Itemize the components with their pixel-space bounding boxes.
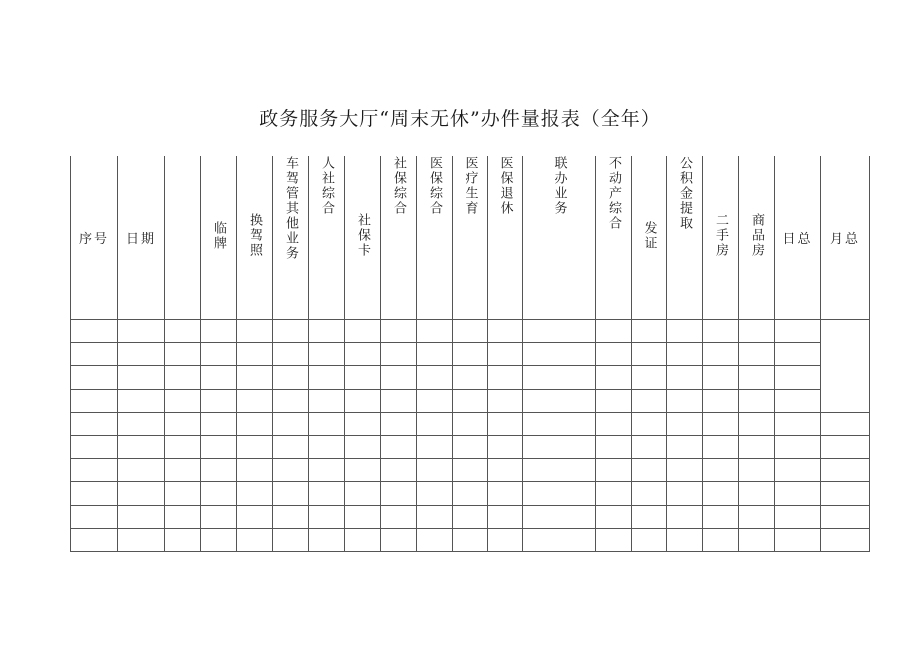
table-cell[interactable] <box>667 366 703 389</box>
table-cell[interactable] <box>488 505 523 528</box>
table-cell[interactable] <box>703 412 739 435</box>
table-cell[interactable] <box>345 389 381 412</box>
table-cell[interactable] <box>488 459 523 482</box>
header-cell-real-estate: 不动产综合 <box>596 156 632 320</box>
table-cell[interactable] <box>775 389 821 412</box>
table-cell[interactable] <box>775 528 821 551</box>
table-cell[interactable] <box>345 366 381 389</box>
table-cell[interactable] <box>821 528 870 551</box>
table-cell[interactable] <box>775 459 821 482</box>
table-cell[interactable] <box>775 366 821 389</box>
table-cell[interactable] <box>453 389 488 412</box>
table-cell[interactable] <box>667 389 703 412</box>
table-cell[interactable] <box>309 435 345 458</box>
table-cell[interactable] <box>596 320 632 343</box>
table-cell[interactable] <box>118 505 165 528</box>
table-cell[interactable] <box>417 366 453 389</box>
header-cell-social-card: 社保卡 <box>345 156 381 320</box>
table-cell[interactable] <box>632 389 667 412</box>
header-cell-medical-insurance: 医保综合 <box>417 156 453 320</box>
table-cell[interactable] <box>667 459 703 482</box>
table-cell[interactable] <box>739 459 775 482</box>
table-cell[interactable] <box>71 343 118 366</box>
table-cell[interactable] <box>739 528 775 551</box>
table-cell[interactable] <box>201 482 237 505</box>
table-cell[interactable] <box>523 505 596 528</box>
header-cell-temp-plate: 临牌 <box>201 156 237 320</box>
header-cell-medical-maternity: 医疗生育 <box>453 156 488 320</box>
table-cell[interactable] <box>632 343 667 366</box>
table-cell[interactable] <box>71 482 118 505</box>
table-cell[interactable] <box>453 435 488 458</box>
table-cell[interactable] <box>667 505 703 528</box>
table-cell[interactable] <box>703 459 739 482</box>
table-cell[interactable] <box>118 389 165 412</box>
table-cell[interactable] <box>596 412 632 435</box>
table-cell[interactable] <box>739 505 775 528</box>
table-cell[interactable] <box>523 320 596 343</box>
table-cell[interactable] <box>703 435 739 458</box>
header-cell-blank <box>165 156 201 320</box>
table-cell[interactable] <box>703 505 739 528</box>
table-cell[interactable] <box>237 435 273 458</box>
table-cell[interactable] <box>165 528 201 551</box>
table-cell[interactable] <box>821 412 870 435</box>
table-cell[interactable] <box>417 528 453 551</box>
table-cell[interactable] <box>237 366 273 389</box>
table-cell[interactable] <box>381 343 417 366</box>
table-cell[interactable] <box>273 343 309 366</box>
table-cell[interactable] <box>775 412 821 435</box>
table-cell[interactable] <box>703 389 739 412</box>
table-cell[interactable] <box>71 528 118 551</box>
table-cell[interactable] <box>596 366 632 389</box>
table-cell[interactable] <box>453 459 488 482</box>
table-cell[interactable] <box>703 528 739 551</box>
table-cell[interactable] <box>523 435 596 458</box>
table-cell[interactable] <box>453 343 488 366</box>
table-cell[interactable] <box>632 320 667 343</box>
table-cell[interactable] <box>71 435 118 458</box>
table-cell[interactable] <box>309 505 345 528</box>
table-cell[interactable] <box>201 459 237 482</box>
table-cell[interactable] <box>453 320 488 343</box>
table-row <box>71 343 870 366</box>
table-row <box>71 528 870 551</box>
table-cell[interactable] <box>417 482 453 505</box>
table-cell[interactable] <box>118 528 165 551</box>
table-cell[interactable] <box>71 320 118 343</box>
header-cell-seq: 序号 <box>71 156 118 320</box>
table-cell[interactable] <box>309 366 345 389</box>
table-cell[interactable] <box>523 412 596 435</box>
table-cell[interactable] <box>381 366 417 389</box>
table-cell[interactable] <box>739 435 775 458</box>
table-cell[interactable] <box>71 389 118 412</box>
page-title: 政务服务大厅“周末无休”办件量报表（全年） <box>259 108 661 130</box>
table-cell[interactable] <box>775 343 821 366</box>
table-row <box>71 366 870 389</box>
table-cell[interactable] <box>667 343 703 366</box>
header-cell-medical-retire: 医保退休 <box>488 156 523 320</box>
table-cell[interactable] <box>523 482 596 505</box>
header-cell-vehicle-other: 车驾管其他业务 <box>273 156 309 320</box>
table-cell[interactable] <box>453 366 488 389</box>
table-cell[interactable] <box>417 505 453 528</box>
table-cell[interactable] <box>118 435 165 458</box>
table-cell[interactable] <box>596 528 632 551</box>
table-cell[interactable] <box>71 459 118 482</box>
table-cell[interactable] <box>523 459 596 482</box>
table-cell[interactable] <box>739 320 775 343</box>
table-cell[interactable] <box>488 343 523 366</box>
table-cell[interactable] <box>488 320 523 343</box>
table-cell[interactable] <box>381 482 417 505</box>
table-cell[interactable] <box>739 366 775 389</box>
table-cell[interactable] <box>165 482 201 505</box>
table-cell[interactable] <box>632 482 667 505</box>
header-cell-issue-cert: 发证 <box>632 156 667 320</box>
header-cell-new-house: 商品房 <box>739 156 775 320</box>
table-cell[interactable] <box>201 343 237 366</box>
table-cell[interactable] <box>632 459 667 482</box>
table-cell[interactable] <box>739 482 775 505</box>
table-row <box>71 459 870 482</box>
table-cell[interactable] <box>309 320 345 343</box>
header-cell-monthly-total: 月总 <box>821 156 870 320</box>
table-cell[interactable] <box>703 482 739 505</box>
table-cell[interactable] <box>632 412 667 435</box>
table-cell[interactable] <box>488 435 523 458</box>
table-cell[interactable] <box>523 389 596 412</box>
table-body <box>71 320 870 552</box>
table-cell[interactable] <box>309 459 345 482</box>
table-cell[interactable] <box>273 435 309 458</box>
table-cell[interactable] <box>118 366 165 389</box>
table-cell[interactable] <box>381 320 417 343</box>
table-cell[interactable] <box>118 412 165 435</box>
table-cell[interactable] <box>453 505 488 528</box>
table-cell[interactable] <box>417 412 453 435</box>
table-cell[interactable] <box>417 459 453 482</box>
table-cell[interactable] <box>273 320 309 343</box>
table-cell[interactable] <box>273 389 309 412</box>
table-cell[interactable] <box>488 528 523 551</box>
table-cell[interactable] <box>345 343 381 366</box>
table-cell[interactable] <box>381 412 417 435</box>
table-cell[interactable] <box>523 528 596 551</box>
table-cell[interactable] <box>775 320 821 343</box>
table-cell[interactable] <box>523 366 596 389</box>
table-cell[interactable] <box>165 366 201 389</box>
table-cell[interactable] <box>596 343 632 366</box>
table-cell[interactable] <box>118 482 165 505</box>
table-cell[interactable] <box>237 389 273 412</box>
table-cell[interactable] <box>739 389 775 412</box>
table-cell[interactable] <box>165 320 201 343</box>
table-cell[interactable] <box>453 412 488 435</box>
table-cell[interactable] <box>165 435 201 458</box>
table-cell[interactable] <box>775 482 821 505</box>
table-cell[interactable] <box>273 482 309 505</box>
table-cell[interactable] <box>775 505 821 528</box>
table-cell[interactable] <box>596 459 632 482</box>
table-row <box>71 435 870 458</box>
table-cell[interactable] <box>381 528 417 551</box>
table-cell[interactable] <box>703 343 739 366</box>
table-cell[interactable] <box>309 482 345 505</box>
table-cell[interactable] <box>345 528 381 551</box>
table-cell[interactable] <box>118 320 165 343</box>
table-cell[interactable] <box>667 320 703 343</box>
table-cell[interactable] <box>667 482 703 505</box>
table-cell[interactable] <box>273 412 309 435</box>
table-cell[interactable] <box>417 343 453 366</box>
table-cell[interactable] <box>345 412 381 435</box>
table-cell[interactable] <box>739 343 775 366</box>
header-row <box>71 156 870 320</box>
table-cell[interactable] <box>381 505 417 528</box>
header-cell-daily-total: 日总 <box>775 156 821 320</box>
table-cell[interactable] <box>417 435 453 458</box>
table-cell[interactable] <box>201 435 237 458</box>
table-cell[interactable] <box>821 459 870 482</box>
table-cell[interactable] <box>523 343 596 366</box>
table-cell[interactable] <box>667 412 703 435</box>
table-cell[interactable] <box>703 366 739 389</box>
table-cell[interactable] <box>237 482 273 505</box>
table-cell[interactable] <box>596 389 632 412</box>
table-cell[interactable] <box>71 412 118 435</box>
table-cell[interactable] <box>345 505 381 528</box>
header-cell-date: 日期 <box>118 156 165 320</box>
table-cell[interactable] <box>237 343 273 366</box>
table-cell[interactable] <box>273 505 309 528</box>
table-cell[interactable] <box>667 435 703 458</box>
table-row <box>71 389 870 412</box>
table-cell[interactable] <box>453 482 488 505</box>
table-cell[interactable] <box>237 412 273 435</box>
table-cell[interactable] <box>201 505 237 528</box>
table-cell[interactable] <box>821 435 870 458</box>
table-cell[interactable] <box>118 343 165 366</box>
table-cell[interactable] <box>821 482 870 505</box>
table-cell[interactable] <box>821 320 870 413</box>
table-cell[interactable] <box>632 366 667 389</box>
table-cell[interactable] <box>417 320 453 343</box>
table-cell[interactable] <box>237 505 273 528</box>
table-cell[interactable] <box>309 343 345 366</box>
report-table <box>70 156 870 552</box>
table-cell[interactable] <box>488 389 523 412</box>
table-cell[interactable] <box>632 435 667 458</box>
table-cell[interactable] <box>237 320 273 343</box>
table-cell[interactable] <box>596 482 632 505</box>
table-cell[interactable] <box>309 389 345 412</box>
table-cell[interactable] <box>417 389 453 412</box>
table-cell[interactable] <box>165 459 201 482</box>
table-cell[interactable] <box>667 528 703 551</box>
table-cell[interactable] <box>345 435 381 458</box>
table-cell[interactable] <box>345 320 381 343</box>
table-cell[interactable] <box>118 459 165 482</box>
table-cell[interactable] <box>201 366 237 389</box>
table-cell[interactable] <box>201 320 237 343</box>
table-cell[interactable] <box>165 389 201 412</box>
table-cell[interactable] <box>165 412 201 435</box>
table-cell[interactable] <box>201 389 237 412</box>
header-cell-second-hand-house: 二手房 <box>703 156 739 320</box>
table-cell[interactable] <box>237 459 273 482</box>
table-cell[interactable] <box>488 366 523 389</box>
table-cell[interactable] <box>71 505 118 528</box>
table-cell[interactable] <box>309 528 345 551</box>
table-row <box>71 412 870 435</box>
table-cell[interactable] <box>201 412 237 435</box>
table-cell[interactable] <box>381 435 417 458</box>
table-cell[interactable] <box>165 505 201 528</box>
header-cell-license-renew: 换驾照 <box>237 156 273 320</box>
table-cell[interactable] <box>273 459 309 482</box>
table-cell[interactable] <box>71 366 118 389</box>
header-cell-joint-service: 联办业务 <box>523 156 596 320</box>
table-cell[interactable] <box>381 459 417 482</box>
table-cell[interactable] <box>821 505 870 528</box>
table-row <box>71 482 870 505</box>
table-row <box>71 505 870 528</box>
table-cell[interactable] <box>596 505 632 528</box>
table-cell[interactable] <box>237 528 273 551</box>
table-cell[interactable] <box>273 366 309 389</box>
table-cell[interactable] <box>453 528 488 551</box>
table-cell[interactable] <box>165 343 201 366</box>
table-cell[interactable] <box>201 528 237 551</box>
table-cell[interactable] <box>345 459 381 482</box>
table-cell[interactable] <box>309 412 345 435</box>
table-cell[interactable] <box>273 528 309 551</box>
table-cell[interactable] <box>488 482 523 505</box>
table-cell[interactable] <box>381 389 417 412</box>
header-cell-social-security: 社保综合 <box>381 156 417 320</box>
table-cell[interactable] <box>345 482 381 505</box>
table-row <box>71 320 870 343</box>
table-cell[interactable] <box>739 412 775 435</box>
table-cell[interactable] <box>488 412 523 435</box>
table-cell[interactable] <box>596 435 632 458</box>
table-cell[interactable] <box>775 435 821 458</box>
table-cell[interactable] <box>632 505 667 528</box>
table-cell[interactable] <box>632 528 667 551</box>
header-cell-housing-fund: 公积金提取 <box>667 156 703 320</box>
table-cell[interactable] <box>703 320 739 343</box>
header-cell-hr-social: 人社综合 <box>309 156 345 320</box>
